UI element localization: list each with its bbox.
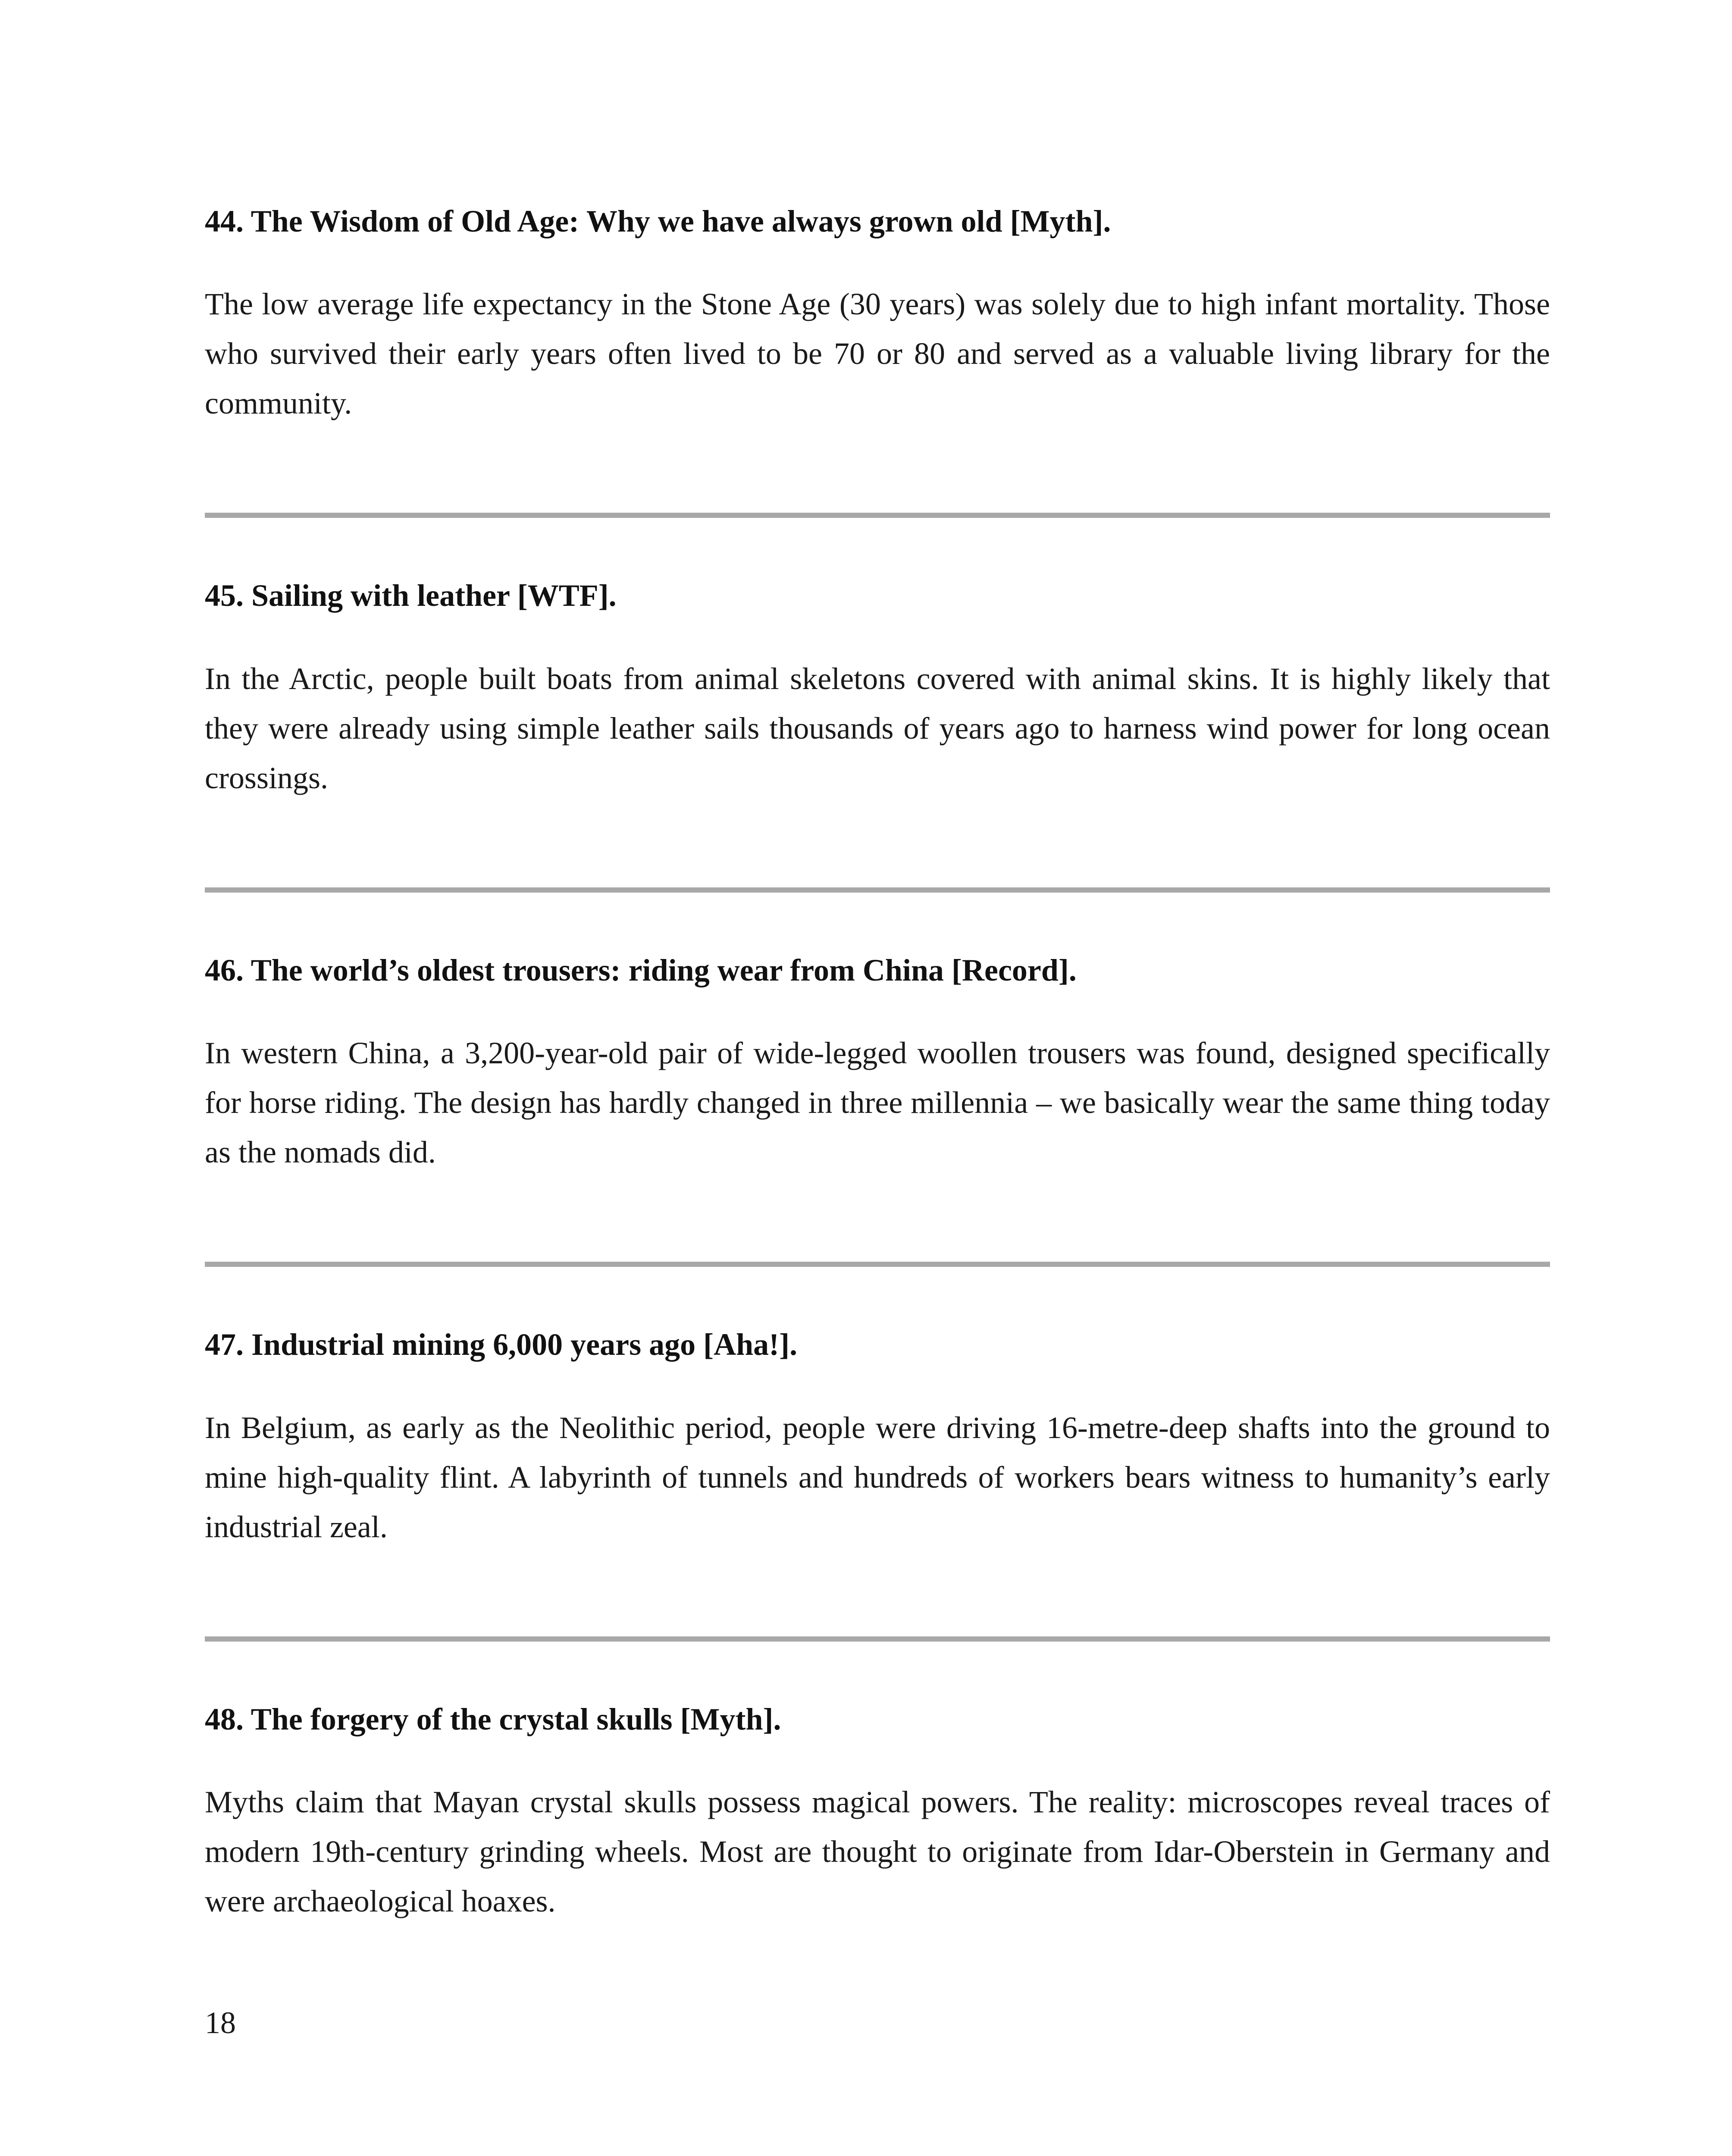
entry-body: In western China, a 3,200-year-old pair of wide-legged woollen trousers was found, designed specifically for horse riding. The design has hardly changed in three millennia – we basically wear the same thing today as the nomads did. (205, 1036, 1550, 1170)
page-number: 18 (205, 2006, 236, 2040)
entry-44 (205, 203, 1550, 428)
entry-body: In the Arctic, people built boats from animal skeletons covered with animal skins. It is highly likely that they were already using simple leather sails thousands of years ago to harness wind power for long ocean crossings. (205, 661, 1550, 795)
entry-45 (205, 577, 1550, 802)
entry-47 (205, 1326, 1550, 1551)
entry-title: 46. The world’s oldest trousers: riding wear from China [Record]. (205, 953, 1077, 987)
entry-48 (205, 1701, 1550, 1926)
entry-title: 44. The Wisdom of Old Age: Why we have always grown old [Myth]. (205, 204, 1111, 238)
section-divider (205, 1262, 1550, 1267)
entry-title: 45. Sailing with leather [WTF]. (205, 578, 617, 613)
section-divider (205, 887, 1550, 893)
page-content (205, 203, 1550, 1926)
entry-body: In Belgium, as early as the Neolithic period, people were driving 16-metre-deep shafts into the ground to mine high-quality flint. A labyrinth of tunnels and hundreds of workers bears witness to humanity’s early industrial zeal. (205, 1410, 1550, 1544)
entry-body: Myths claim that Mayan crystal skulls possess magical powers. The reality: microscopes reveal traces of modern 19th-century grinding wheels. Most are thought to originate from Idar-Oberstein in Germany and were archaeological hoaxes. (205, 1784, 1550, 1918)
section-divider (205, 513, 1550, 518)
entry-body: The low average life expectancy in the Stone Age (30 years) was solely due to high infant mortality. Those who survived their early years often lived to be 70 or 80 and served as a valuable living library for the community. (205, 287, 1550, 421)
entry-title: 47. Industrial mining 6,000 years ago [Aha!]. (205, 1327, 798, 1362)
entry-title: 48. The forgery of the crystal skulls [Myth]. (205, 1702, 781, 1736)
entry-46 (205, 952, 1550, 1177)
section-divider (205, 1636, 1550, 1642)
